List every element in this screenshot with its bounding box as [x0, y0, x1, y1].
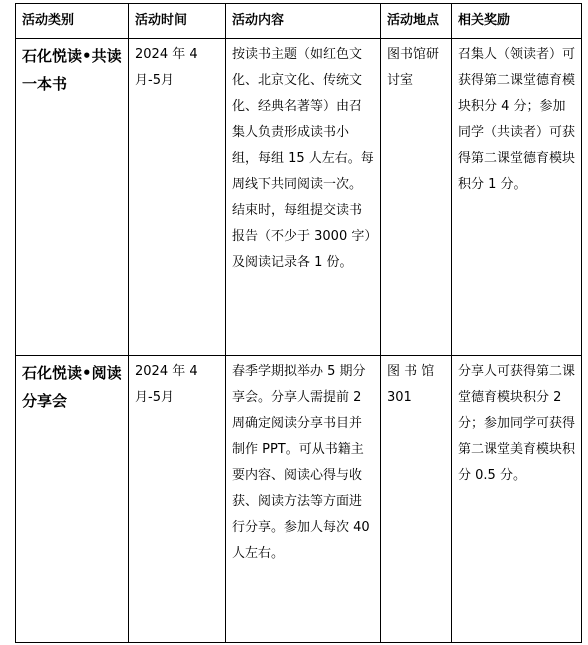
table-row: [16, 39, 582, 356]
activity-content-cell: 按读书主题（如红色文化、北京文化、传统文化、经典名著等）由召集人负责形成读书小组，每组 15 人左右。每周线下共同阅读一次。结束时，每组提交读书报告（不少于 3000 字）及阅读记录各 1 份。: [226, 39, 381, 356]
table-row: [16, 356, 582, 643]
activity-reward-cell: 召集人（领读者）可获得第二课堂德育模块积分 4 分；参加同学（共读者）可获得第二课堂德育模块积分 1 分。: [452, 39, 582, 356]
activity-time-cell: 2024 年 4 月-5月: [129, 39, 226, 356]
header-activity-location: 活动地点: [381, 4, 452, 39]
table-header-row: [16, 4, 582, 39]
activity-reward-cell: 分享人可获得第二课堂德育模块积分 2 分；参加同学可获得第二课堂美育模块积分 0.5 分。: [452, 356, 582, 643]
header-related-reward: 相关奖励: [452, 4, 582, 39]
activity-type-cell: 石化悦读•共读一本书: [16, 39, 129, 356]
activity-type-cell: 石化悦读•阅读分享会: [16, 356, 129, 643]
activity-table: [15, 3, 582, 643]
activity-time-cell: 2024 年 4 月-5月: [129, 356, 226, 643]
header-activity-time: 活动时间: [129, 4, 226, 39]
activity-location-cell: 图 书 馆 301: [381, 356, 452, 643]
header-activity-type: 活动类别: [16, 4, 129, 39]
activity-content-cell: 春季学期拟举办 5 期分享会。分享人需提前 2 周确定阅读分享书目并制作 PPT。可从书籍主要内容、阅读心得与收获、阅读方法等方面进行分享。参加人每次 40 人左右。: [226, 356, 381, 643]
header-activity-content: 活动内容: [226, 4, 381, 39]
activity-location-cell: 图书馆研讨室: [381, 39, 452, 356]
